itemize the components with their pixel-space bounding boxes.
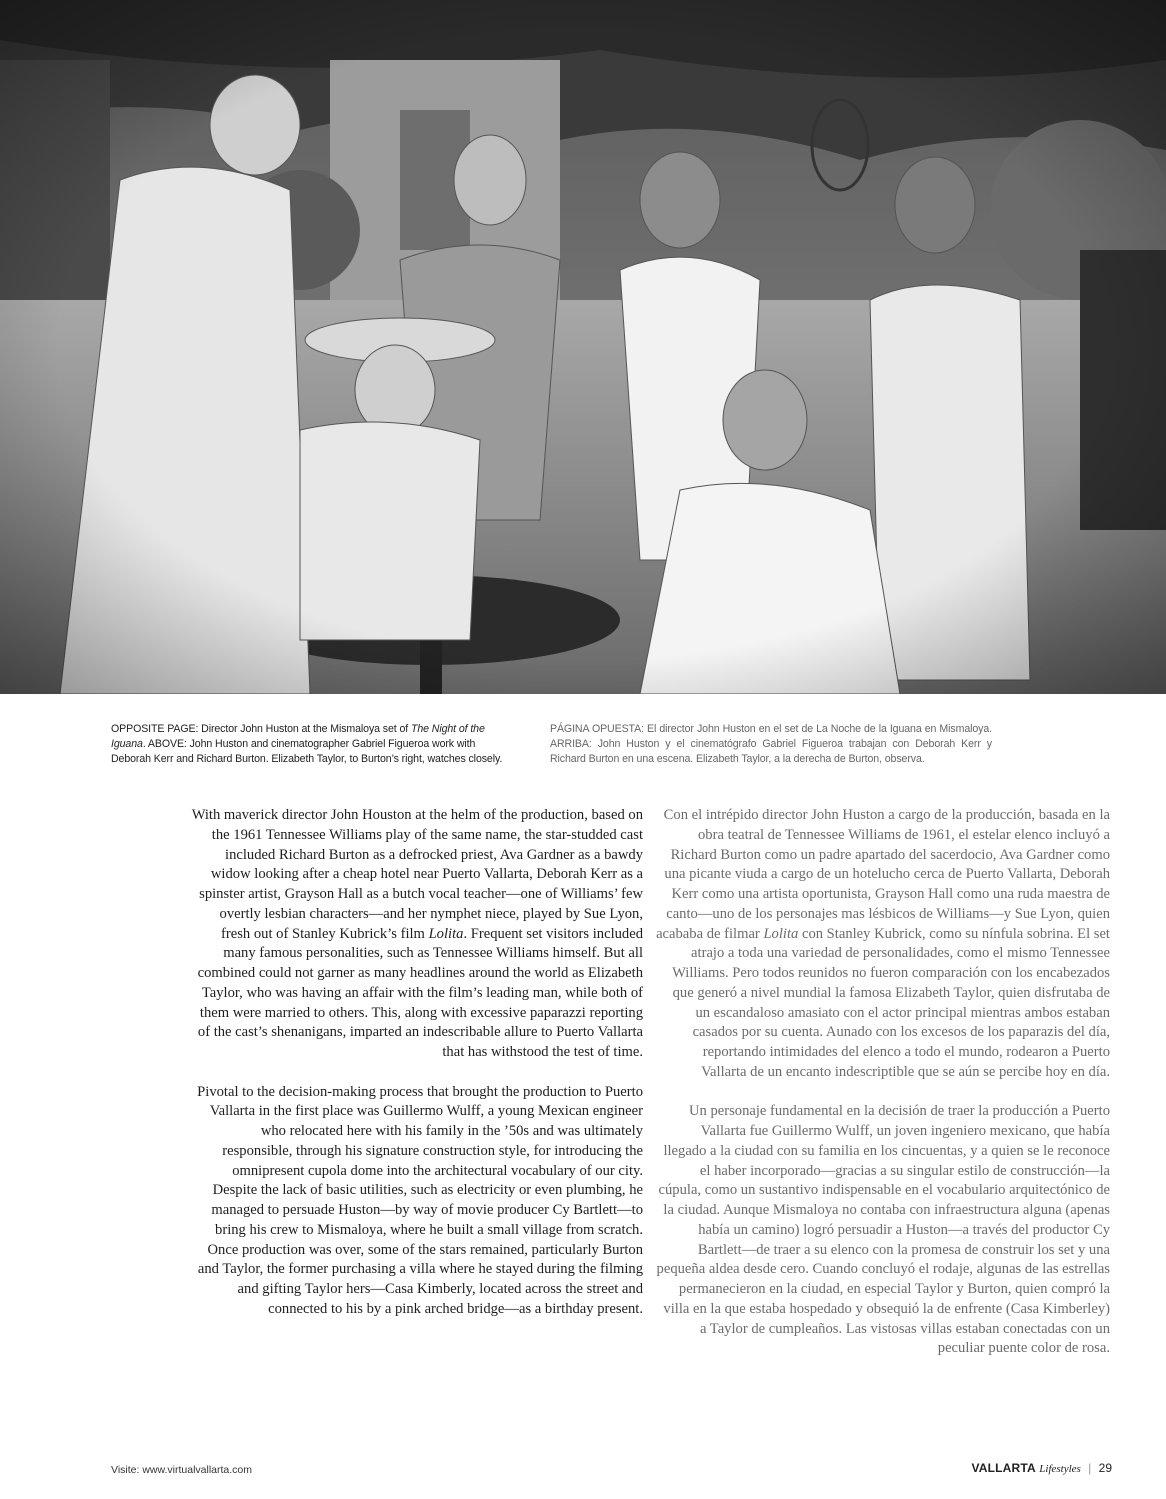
caption-film-title: The Night of the Iguana: [111, 723, 485, 750]
paragraph-spanish-1-part-a: Con el intrépido director John Huston a cargo de la producción, basada en la obra teatral de Tennessee Williams de 1961, el estelar elenco incluyó a Richard Burton como un padre apartado del sacerdocio, Ava Gardner como una picante viuda a cargo de un hotelucho cerca de Puerto Vallarta, Deborah Kerr como una artista oportunista, Grayson Hall como una ruda maestra de canto—uno de los personajes mas lésbicos de Williams—y Sue Lyon, quien acababa de filmar: [656, 807, 1110, 942]
hero-photo: [0, 0, 1166, 694]
photo-illustration: [0, 0, 1166, 694]
caption-english-rest: . ABOVE: John Huston and cinematographer Gabriel Figueroa work with Deborah Kerr and Richard Burton. Elizabeth Taylor, to Burton’s right, watches closely.: [111, 738, 503, 765]
caption-english-lead: OPPOSITE PAGE: Director John Huston at the Mismaloya set of: [111, 723, 411, 735]
body-column-spanish: [656, 806, 1110, 1359]
paragraph-spanish-1: [656, 806, 1110, 1083]
paragraph-english-2: Pivotal to the decision-making process that brought the production to Puerto Vallarta in the first place was Guillermo Wulff, a young Mexican engineer who relocated here with his family in the ’50s and was ultimately responsible, through his signature construction style, for introducing the omnipresent cupola dome into the architectural vocabulary of our city. Despite the lack of basic utilities, such as electricity or even plumbing, he managed to persuade Huston—by way of movie producer Cy Bartlett—to bring his crew to Mismaloya, where he built a small village from scratch. Once production was over, some of the stars remained, particularly Burton and Taylor, the former purchasing a villa where he stayed during the filming and gifting Taylor hers—Casa Kimberly, located across the street and connected to his by a pink arched bridge—as a birthday present.: [197, 1083, 643, 1317]
paragraph-spanish-1-part-b: con Stanley Kubrick, como su nínfula sobrina. El set atrajo a toda una variedad de personalidades, como el mismo Tennessee Williams. Pero todos reunidos no fueron comparación con los encabezados que generó a nivel mundial la famosa Elizabeth Taylor, quien disfrutaba de un escandaloso amasiato con el actor principal mientras ambos estaban casados por su cuenta. Aunado con los excesos de los paparazis del día, reportando intimidades del elenco a todo el mundo, rodearon a Puerto Vallarta de un encanto indescriptible que se aún se percibe hoy en día.: [672, 925, 1110, 1080]
footer-separator: |: [1088, 1461, 1092, 1475]
footer-brand-sub: Lifestyles: [1039, 1463, 1081, 1475]
caption-english: [111, 722, 511, 767]
paragraph-spanish-2: Un personaje fundamental en la decisión de traer la producción a Puerto Vallarta fue Guillermo Wulff, un joven ingeniero mexicano, que había llegado a la ciudad con su familia en los cincuentas, y a quien se le reconoce el haber incorporado—gracias a su singular estilo de construcción—la cúpula, como un sustantivo indispensable en el vocabulario arquitectónico de la ciudad. Aunque Mismaloya no contaba con infraestructura alguna (apenas había un camino) logró persuadir a Huston—a través del productor Cy Bartlett—de traer a su elenco con la promesa de construir los set y una pequeña aldea desde cero. Cuando concluyó el rodaje, algunas de las estrellas permanecieron en la ciudad, en especial Taylor y Burton, quien compró la villa en la que estaba hospedado y obsequió la de enfrente (Casa Kimberley) a Taylor de cumpleaños. Las vistosas villas estaban conectadas con un peculiar puente color de rosa.: [656, 1103, 1110, 1357]
footer-folio: [971, 1461, 1112, 1475]
film-title-lolita: Lolita: [428, 925, 464, 942]
caption-spanish: PÁGINA OPUESTA: El director John Huston en el set de La Noche de la Iguana en Mismaloya. ARRIBA: John Huston y el cinematógrafo Gabriel Figueroa trabajan con Deborah Kerr y Richard Burton en una escena. Elizabeth Taylor, a la derecha de Burton, observa.: [550, 723, 992, 765]
footer-brand: VALLARTA: [971, 1461, 1036, 1475]
paragraph-english-1: [190, 806, 643, 1063]
body-column-english: [190, 806, 643, 1320]
paragraph-english-1-part-a: With maverick director John Houston at the helm of the production, based on the 1961 Tennessee Williams play of the same name, the star-studded cast included Richard Burton as a defrocked priest, Ava Gardner as a bawdy widow looking after a cheap hotel near Puerto Vallarta, Deborah Kerr as a spinster artist, Grayson Hall as a butch vocal teacher—one of Williams’ few overtly lesbian characters—and her nymphet niece, played by Sue Lyon, fresh out of Stanley Kubrick’s film: [191, 807, 643, 942]
paragraph-english-1-part-b: . Frequent set visitors included many famous personalities, such as Tennessee Williams himself. But all combined could not garner as many headlines around the world as Elizabeth Taylor, who was having an affair with the film’s leading man, while both of them were married to others. This, along with excessive paparazzi reporting of the cast’s shenanigans, imparted an indescribable allure to Puerto Vallarta that has withstood the test of time.: [197, 925, 643, 1060]
film-title-lolita-es: Lolita: [763, 925, 799, 942]
page-number: 29: [1098, 1461, 1112, 1475]
footer-website: Visite: www.virtualvallarta.com: [111, 1464, 253, 1476]
